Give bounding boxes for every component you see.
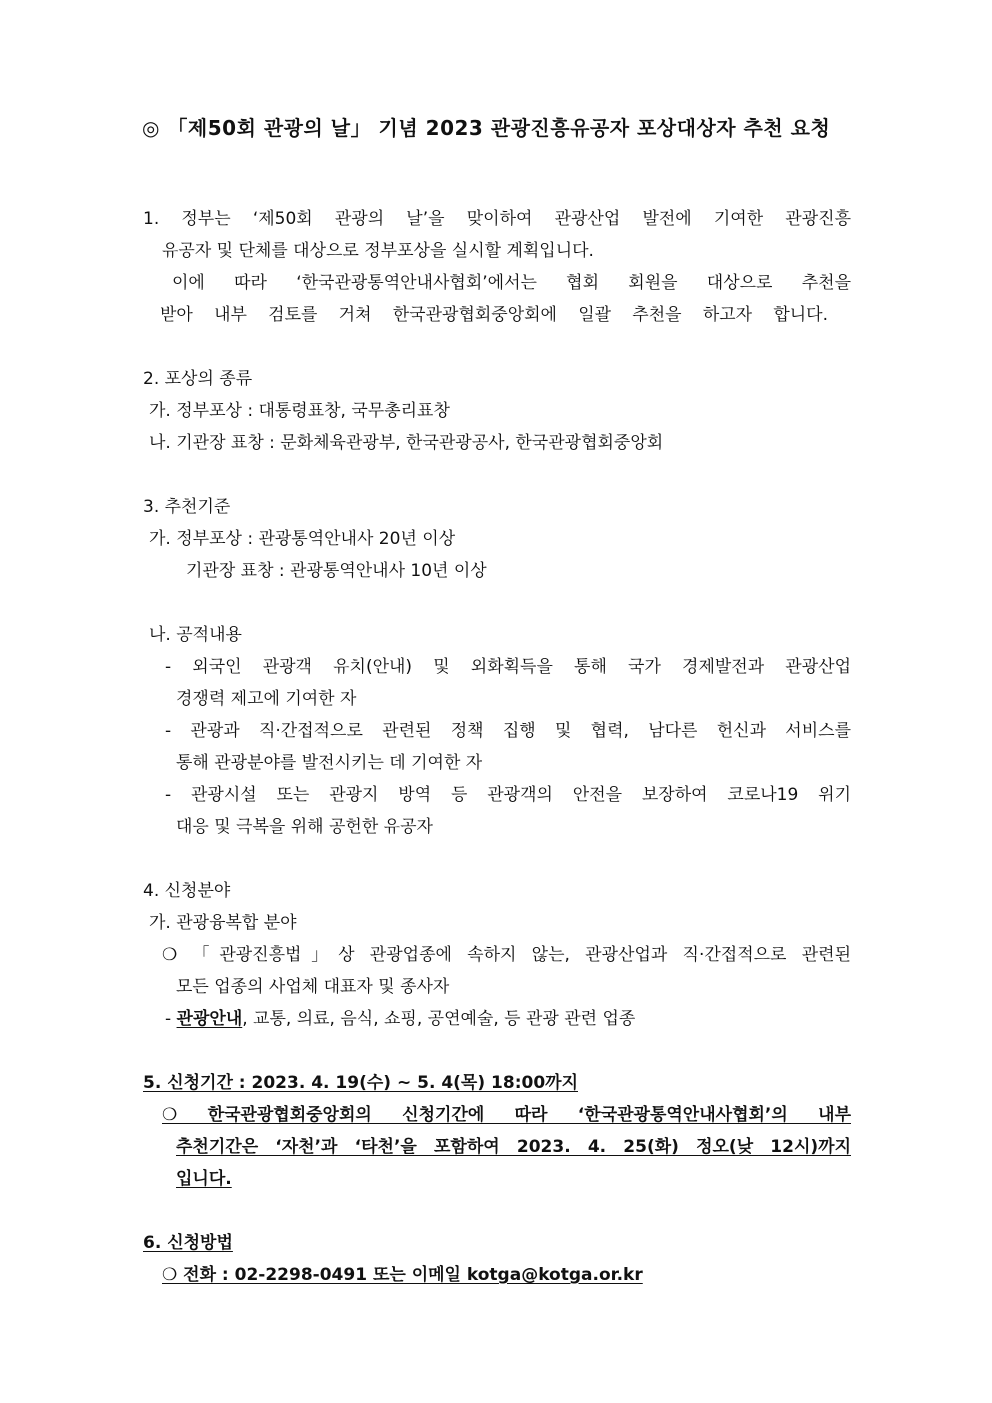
section3-detail3-line1: - 관광시설 또는 관광지 방역 등 관광객의 안전을 보장하여 코로나19 위기 <box>165 785 851 805</box>
section4-heading: 4. 신청분야 <box>143 881 231 901</box>
section3-item-a1: 가. 정부포상 : 관광통역안내사 20년 이상 <box>149 529 456 549</box>
section1-line2: 유공자 및 단체를 대상으로 정부포상을 실시할 계획입니다. <box>162 241 594 261</box>
section2-item-b: 나. 기관장 표창 : 문화체육관광부, 한국관광공사, 한국관광협회중앙회 <box>149 433 664 453</box>
section2-item-a: 가. 정부포상 : 대통령표창, 국무총리표창 <box>149 401 450 421</box>
section4-bullet-line1: ❍ 「관광진흥법」상 관광업종에 속하지 않는, 관광산업과 직·간접적으로 관련된 <box>162 945 851 965</box>
document-title: ◎ 「제50회 관광의 날」 기념 2023 관광진흥유공자 포상대상자 추천 요청 <box>142 116 831 140</box>
section3-heading: 3. 추천기준 <box>143 497 231 517</box>
section6-contact: ❍ 전화 : 02-2298-0491 또는 이메일 kotga@kotga.or.kr <box>162 1265 643 1285</box>
section5-heading: 5. 신청기간 : 2023. 4. 19(수) ~ 5. 4(목) 18:00까지 <box>143 1073 578 1093</box>
section4-item-a: 가. 관광융복합 분야 <box>149 913 297 933</box>
section3-detail1-line2: 경쟁력 제고에 기여한 자 <box>176 689 357 709</box>
section3-item-a2: 기관장 표창 : 관광통역안내사 10년 이상 <box>186 561 487 581</box>
section5-bullet-line3: 입니다. <box>176 1169 232 1189</box>
section4-examples-rest: , 교통, 의료, 음식, 쇼핑, 공연예술, 등 관광 관련 업종 <box>242 1009 636 1029</box>
section1-line3: 이에 따라 ‘한국관광통역안내사협회’에서는 협회 회원을 대상으로 추천을 <box>172 273 851 293</box>
section3-detail1-line1: - 외국인 관광객 유치(안내) 및 외화획득을 통해 국가 경제발전과 관광산업 <box>165 657 851 677</box>
section1-line1: 1. 정부는 ‘제50회 관광의 날’을 맞이하여 관광산업 발전에 기여한 관광진흥 <box>143 209 851 229</box>
section4-highlight: 관광안내 <box>176 1009 243 1029</box>
section4-dash: - <box>165 1009 177 1029</box>
section3-detail2-line1: - 관광과 직·간접적으로 관련된 정책 집행 및 협력, 남다른 헌신과 서비스를 <box>165 721 851 741</box>
section5-bullet-line1: ❍ 한국관광협회중앙회의 신청기간에 따라 ‘한국관광통역안내사협회’의 내부 <box>162 1105 851 1125</box>
section4-bullet-line2: 모든 업종의 사업체 대표자 및 종사자 <box>176 977 450 997</box>
section6-heading: 6. 신청방법 <box>143 1233 233 1253</box>
section3-detail2-line2: 통해 관광분야를 발전시키는 데 기여한 자 <box>176 753 483 773</box>
section5-bullet-line2: 추천기간은 ‘자천’과 ‘타천’을 포함하여 2023. 4. 25(화) 정오(낮 12시)까지 <box>176 1137 851 1157</box>
section1-line4: 받아 내부 검토를 거쳐 한국관광협회중앙회에 일괄 추천을 하고자 합니다. <box>160 305 828 325</box>
section2-heading: 2. 포상의 종류 <box>143 369 253 389</box>
section4-examples <box>165 1006 635 1032</box>
section3-detail3-line2: 대응 및 극복을 위해 공헌한 유공자 <box>176 817 433 837</box>
section3-item-b: 나. 공적내용 <box>149 625 242 645</box>
